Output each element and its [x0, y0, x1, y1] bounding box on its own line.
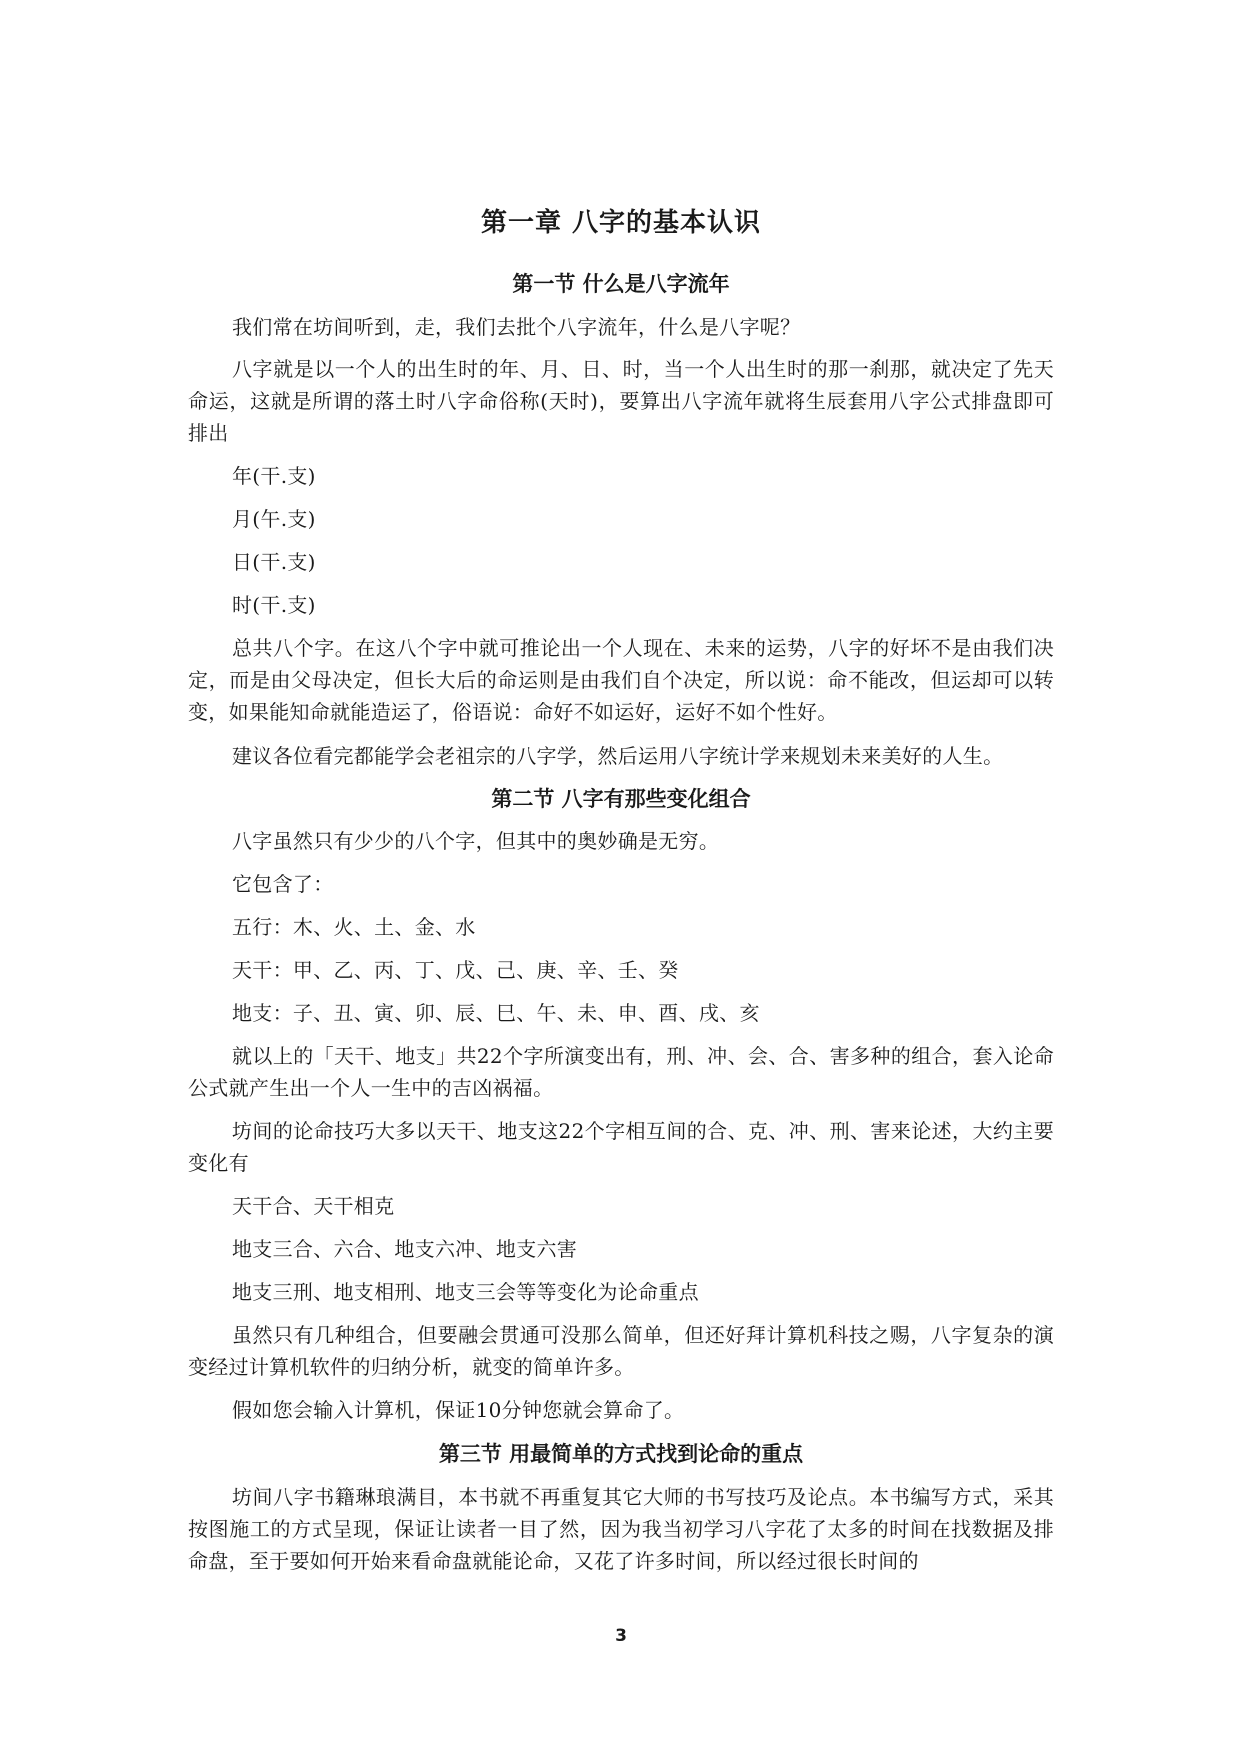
section-2-body: [188, 1233, 1054, 1265]
paragraph: 我们常在坊间听到，走，我们去批个八字流年，什么是八字呢？: [232, 315, 801, 339]
section-2-body: [188, 825, 1054, 857]
pillar-hour: 时(干.支): [232, 593, 316, 617]
paragraph: 总共八个字。在这八个字中就可推论出一个人现在、未来的运势，八字的好坏不是由我们决定，而是由父母决定，但长大后的命运则是由我们自个决定，所以说：命不能改，但运却可以转变，如果能知命就能造运了，俗语说：命好不如运好，运好不如个性好。: [188, 636, 1054, 724]
list-line: 天干合、天干相克: [232, 1194, 395, 1218]
paragraph: 建议各位看完都能学会老祖宗的八字学，然后运用八字统计学来规划未来美好的人生。: [232, 744, 1004, 768]
section-1-body: [188, 632, 1054, 728]
pillar-list: [188, 503, 1054, 535]
chapter-title: 第一章 八字的基本认识: [480, 208, 762, 238]
pillar-day: 日(干.支): [232, 550, 316, 574]
paragraph: 坊间的论命技巧大多以天干、地支这22个字相互间的合、克、冲、刑、害来论述，大约主要变化有: [188, 1119, 1054, 1175]
paragraph: 就以上的「天干、地支」共22个字所演变出有，刑、冲、会、合、害多种的组合，套入论命公式就产生出一个人一生中的吉凶祸福。: [188, 1044, 1054, 1100]
section-2-body: [188, 1040, 1054, 1104]
section-2-body: [188, 1319, 1054, 1383]
pillar-year: 年(干.支): [232, 464, 316, 488]
section-2-body: [188, 997, 1054, 1029]
pillar-list: [188, 589, 1054, 621]
list-line: 地支三刑、地支相刑、地支三会等等变化为论命重点: [232, 1280, 699, 1304]
wuxing-line: 五行：木、火、土、金、水: [232, 915, 476, 939]
list-line: 它包含了：: [232, 872, 334, 896]
dizhi-line: 地支：子、丑、寅、卯、辰、巳、午、未、申、酉、戌、亥: [232, 1001, 760, 1025]
section-1-body: [188, 353, 1054, 449]
section-3-body: [188, 1481, 1054, 1577]
section-2-heading: 第二节 八字有那些变化组合: [491, 787, 751, 811]
section-2-body: [188, 868, 1054, 900]
section-2-body: [188, 911, 1054, 943]
pillar-month: 月(午.支): [232, 507, 316, 531]
section-2-body: [188, 1115, 1054, 1179]
section-2-body: [188, 1276, 1054, 1308]
paragraph: 八字就是以一个人的出生时的年、月、日、时，当一个人出生时的那一刹那，就决定了先天命运，这就是所谓的落土时八字命俗称(天时)，要算出八字流年就将生辰套用八字公式排盘即可排出: [188, 357, 1054, 445]
section-3-heading: 第三节 用最简单的方式找到论命的重点: [438, 1442, 804, 1466]
page-number: 3: [615, 1626, 627, 1646]
document-page: [188, 0, 1054, 1755]
section-1-heading: 第一节 什么是八字流年: [512, 272, 730, 296]
pillar-list: [188, 460, 1054, 492]
section-2-body: [188, 954, 1054, 986]
section-2-body: [188, 1394, 1054, 1426]
paragraph: 假如您会输入计算机，保证10分钟您就会算命了。: [232, 1398, 685, 1422]
section-1-body: [188, 740, 1054, 772]
paragraph: 坊间八字书籍琳琅满目，本书就不再重复其它大师的书写技巧及论点。本书编写方式，采其按图施工的方式呈现，保证让读者一目了然，因为我当初学习八字花了太多的时间在找数据及排命盘，至于要如何开始来看命盘就能论命，又花了许多时间，所以经过很长时间的: [188, 1485, 1054, 1573]
list-line: 地支三合、六合、地支六冲、地支六害: [232, 1237, 578, 1261]
section-1-body: [188, 311, 1054, 343]
section-2-body: [188, 1190, 1054, 1222]
paragraph: 虽然只有几种组合，但要融会贯通可没那么简单，但还好拜计算机科技之赐，八字复杂的演变经过计算机软件的归纳分析，就变的简单许多。: [188, 1323, 1054, 1379]
paragraph: 八字虽然只有少少的八个字，但其中的奥妙确是无穷。: [232, 829, 720, 853]
tiangan-line: 天干：甲、乙、丙、丁、戊、己、庚、辛、壬、癸: [232, 958, 679, 982]
pillar-list: [188, 546, 1054, 578]
